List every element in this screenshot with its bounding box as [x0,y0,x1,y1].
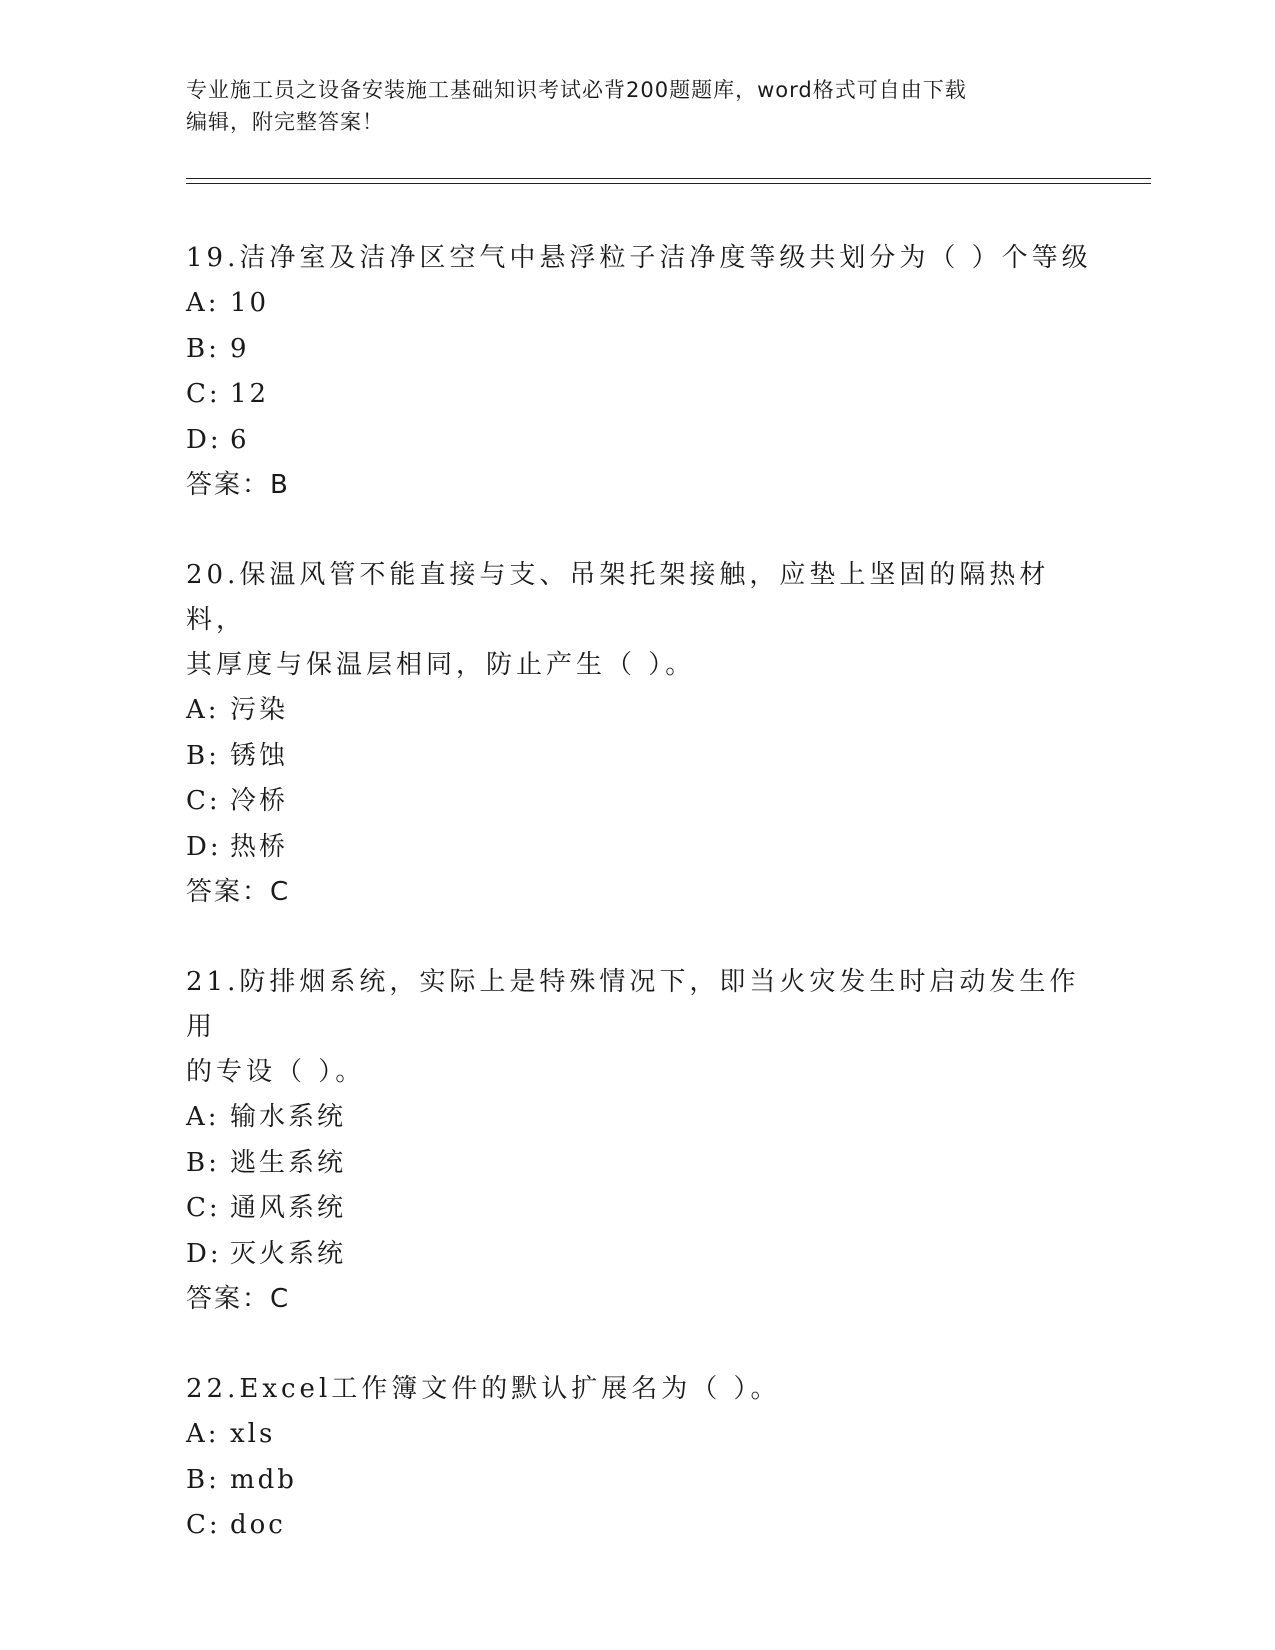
answer-line: 答案：C [186,1284,291,1314]
option-text: 6 [230,424,250,455]
question-stem-continued: 其厚度与保温层相同，防止产生（ ）。 [186,650,696,680]
option-text: 冷桥 [230,786,289,816]
answer-line: 答案：C [186,877,291,907]
question-20 [186,553,1106,914]
header-divider-top [186,178,1151,179]
option-label: A: [186,695,220,725]
question-22 [186,1367,1106,1549]
option-text: 10 [230,288,270,318]
option-b [186,1458,1106,1504]
option-d [186,1232,1106,1278]
option-label: D: [186,424,222,455]
question-19 [186,236,1106,507]
option-label: D: [186,831,222,862]
question-stem: 19.洁净室及洁净区空气中悬浮粒子洁净度等级共划分为（ ）个等级 [186,243,1092,273]
option-label: C: [186,379,221,409]
question-21 [186,960,1106,1321]
option-c [186,372,1106,418]
option-a [186,688,1106,734]
option-label: B: [186,1464,220,1495]
option-label: C: [186,1510,221,1540]
option-label: A: [186,1102,220,1132]
option-text: 热桥 [230,831,289,862]
option-a [186,1412,1106,1458]
option-label: A: [186,1419,220,1449]
option-text: 灭火系统 [230,1238,347,1269]
option-a [186,281,1106,327]
option-text: doc [230,1510,286,1540]
document-header [186,74,1086,138]
option-text: 12 [230,379,270,409]
option-d [186,418,1106,464]
question-stem: 22.Excel工作簿文件的默认扩展名为（ ）。 [186,1374,781,1404]
option-label: D: [186,1238,222,1269]
question-stem: 20.保温风管不能直接与支、吊架托架接触，应垫上坚固的隔热材料， [186,560,1050,635]
option-c [186,779,1106,825]
option-label: B: [186,740,220,771]
option-label: B: [186,333,220,364]
option-c [186,1186,1106,1232]
option-text: xls [230,1419,276,1449]
option-text: 锈蚀 [230,740,289,771]
header-title-line-2: 编辑，附完整答案！ [186,110,384,134]
header-divider-bottom [186,183,1151,184]
option-text: 输水系统 [230,1102,347,1132]
option-text: 污染 [230,695,289,725]
option-label: B: [186,1147,220,1178]
option-d [186,825,1106,871]
option-b [186,327,1106,373]
option-label: A: [186,288,220,318]
option-c [186,1503,1106,1549]
question-stem: 21.防排烟系统，实际上是特殊情况下，即当火灾发生时启动发生作用 [186,967,1080,1042]
header-title-line-1: 专业施工员之设备安装施工基础知识考试必背200题题库，word格式可自由下载 [186,78,967,102]
option-text: 通风系统 [230,1193,347,1223]
question-stem-continued: 的专设（ ）。 [186,1057,366,1087]
answer-line: 答案：B [186,470,290,500]
option-b [186,1141,1106,1187]
question-list [186,236,1106,1595]
option-text: mdb [230,1464,297,1495]
option-a [186,1095,1106,1141]
option-label: C: [186,786,221,816]
option-text: 9 [230,333,250,364]
option-b [186,734,1106,780]
option-text: 逃生系统 [230,1147,347,1178]
option-label: C: [186,1193,221,1223]
